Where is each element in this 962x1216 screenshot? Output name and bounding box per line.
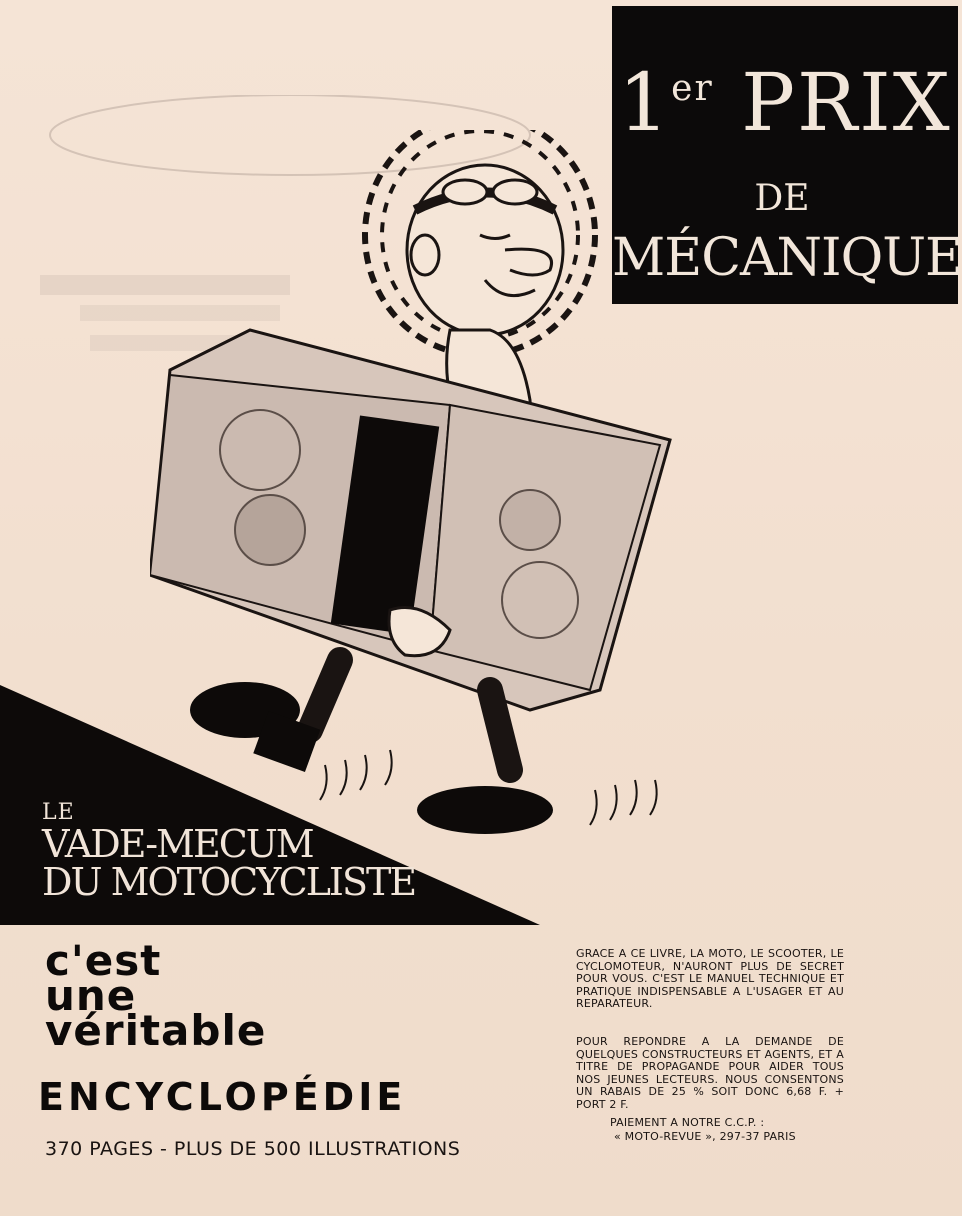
banner-du-motocycliste: DU MOTOCYCLISTE xyxy=(42,860,416,904)
slogan-veritable: véritable xyxy=(45,1006,267,1055)
paiement-line: PAIEMENT A NOTRE C.C.P. : xyxy=(610,1116,765,1129)
prix-superscript: er xyxy=(671,68,714,109)
banner-le: LE xyxy=(42,800,75,825)
title-de: DE xyxy=(754,178,810,219)
pages-illustrations: 370 PAGES - PLUS DE 500 ILLUSTRATIONS xyxy=(45,1138,461,1160)
banner-vade-mecum: VADE-MECUM xyxy=(42,822,313,866)
slogan-une: une xyxy=(45,971,137,1020)
slogan-encyclopedie: ENCYCLOPÉDIE xyxy=(38,1075,407,1119)
address-line: « MOTO-REVUE », 297-37 PARIS xyxy=(614,1130,796,1143)
slogan-cest: c'est xyxy=(45,936,162,985)
title-mecanique: MÉCANIQUE xyxy=(612,228,962,288)
body-paragraph-1: GRACE A CE LIVRE, LA MOTO, LE SCOOTER, LE CYCLOMOTEUR, N'AURONT PLUS DE SECRET POUR VOUS. C'EST LE MANUEL TECHNIQUE ET PRATIQUE INDISPENSABLE A L'USAGER ET AU REPARATEUR. xyxy=(576,947,844,1011)
prix-word: PRIX xyxy=(741,56,952,149)
body-paragraph-2: POUR REPONDRE A LA DEMANDE DE QUELQUES CONSTRUCTEURS ET AGENTS, ET A TITRE DE PROPAGANDE POUR AIDER TOUS NOS JEUNES LECTEURS. NOUS CONSENTONS UN RABAIS DE 25 % SOIT DONC 6,68 F. + PORT 2 F. xyxy=(576,1035,844,1111)
prix-number: 1 xyxy=(618,56,672,149)
